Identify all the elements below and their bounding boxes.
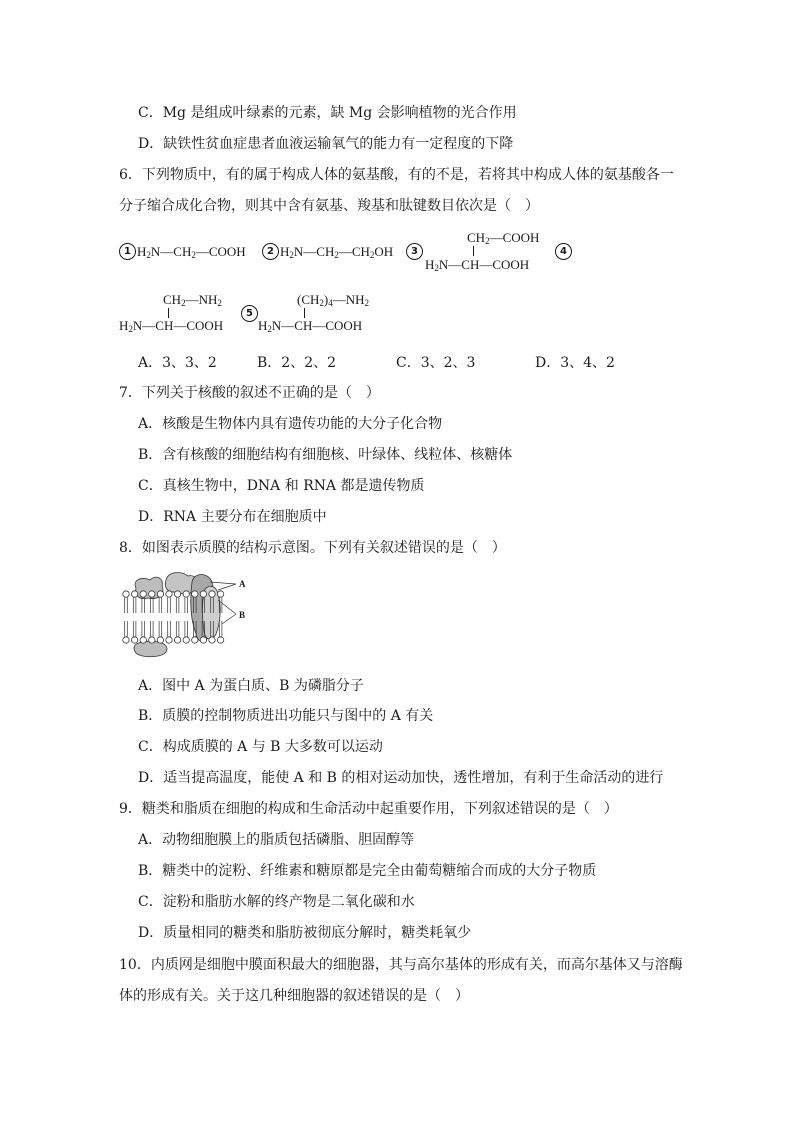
q7-stem: 7．下列关于核酸的叙述不正确的是（ ） [119, 385, 380, 401]
q7-option-c: C．真核生物中，DNA 和 RNA 都是遗传物质 [138, 478, 425, 494]
phospholipid-head [192, 591, 198, 597]
phospholipid-head [123, 637, 129, 643]
bond-line [168, 308, 169, 318]
phospholipid-head [209, 591, 215, 597]
phospholipid-head [200, 591, 206, 597]
q10-stem-line1: 10．内质网是细胞中膜面积最大的细胞器，其与高尔基体的形成有关，而高尔基体又与溶酶 [119, 957, 683, 973]
peripheral-protein-inner [134, 641, 167, 656]
q9-option-c: C．淀粉和脂肪水解的终产物是二氧化碳和水 [138, 894, 415, 910]
bond-line [304, 308, 305, 318]
phospholipid-head [192, 637, 198, 643]
formula-3-backbone: $H_2N—CH—COOH$ [425, 257, 530, 273]
q9-option-b: B．糖类中的淀粉、纤维素和糖原都是完全由葡萄糖缩合而成的大分子物质 [138, 863, 597, 879]
phospholipid-head [174, 637, 180, 643]
phospholipid-head [123, 591, 129, 597]
q6-stem-line1: 6．下列物质中，有的属于构成人体的氨基酸，有的不是，若将其中构成人体的氨基酸各一 [119, 167, 674, 183]
q9-option-d: D．质量相同的糖类和脂肪被彻底分解时，糖类耗氧少 [138, 925, 472, 941]
phospholipid-head [217, 637, 223, 643]
phospholipid-head [217, 591, 223, 597]
circled-number-1: 1 [119, 243, 136, 260]
circled-number-4: 4 [555, 243, 572, 260]
formula-5-side-chain: $(CH_2)_4—NH_2$ [297, 292, 370, 308]
phospholipid-head [157, 637, 163, 643]
q6-option-c: C．3、2、3 [396, 355, 476, 371]
circled-number-2: 2 [262, 243, 279, 260]
phospholipid-head [157, 591, 163, 597]
q7-option-d: D．RNA 主要分布在细胞质中 [138, 509, 327, 525]
formula-2: $H_2N—CH_2—CH_2OH$ [280, 244, 394, 260]
q5-option-c: C．Mg 是组成叶绿素的元素，缺 Mg 会影响植物的光合作用 [138, 105, 517, 121]
phospholipid-head [131, 591, 137, 597]
phospholipid-head [140, 637, 146, 643]
phospholipid-head [166, 591, 172, 597]
formula-4-side-chain: $CH_2—NH_2$ [163, 292, 222, 308]
phospholipid-head [149, 637, 155, 643]
phospholipid-head [149, 591, 155, 597]
q6-stem-line2: 分子缩合成化合物，则其中含有氨基、羧基和肽键数目依次是（ ） [119, 198, 539, 214]
q7-option-b: B．含有核酸的细胞结构有细胞核、叶绿体、线粒体、核糖体 [138, 447, 513, 463]
diagram-label-a: A [239, 579, 246, 589]
phospholipid-head [183, 591, 189, 597]
q9-stem: 9．糖类和脂质在细胞的构成和生命活动中起重要作用，下列叙述错误的是（ ） [119, 801, 618, 817]
phospholipid-head [140, 591, 146, 597]
q6-option-a: A．3、3、2 [138, 355, 217, 371]
q8-option-a: A．图中 A 为蛋白质、B 为磷脂分子 [138, 678, 364, 694]
label-b-leader [222, 614, 236, 624]
formula-4-backbone: $H_2N—CH—COOH$ [119, 318, 224, 334]
circled-number-5: 5 [241, 305, 258, 322]
phospholipid-head [166, 637, 172, 643]
q7-option-a: A．核酸是生物体内具有遗传功能的大分子化合物 [138, 416, 443, 432]
bond-line [473, 246, 474, 256]
q8-option-b: B．质膜的控制物质进出功能只与图中的 A 有关 [138, 708, 434, 724]
phospholipid-head [174, 591, 180, 597]
q6-option-b: B．2、2、2 [257, 355, 337, 371]
q8-option-c: C．构成质膜的 A 与 B 大多数可以运动 [138, 739, 383, 755]
label-a-leader [218, 584, 236, 590]
phospholipid-head [183, 637, 189, 643]
q5-option-d: D．缺铁性贫血症患者血液运输氧气的能力有一定程度的下降 [138, 136, 514, 152]
q6-option-d: D．3、4、2 [535, 355, 615, 371]
formula-3-side-chain: $CH_2—COOH$ [467, 230, 540, 246]
phospholipid-head [209, 637, 215, 643]
plasma-membrane-diagram [118, 568, 258, 663]
q8-option-d: D．适当提高温度，能使 A 和 B 的相对运动加快，透性增加，有利于生命活动的进行 [138, 770, 664, 786]
formula-5-backbone: $H_2N—CH—COOH$ [258, 318, 363, 334]
phospholipid-head [131, 637, 137, 643]
diagram-label-b: B [239, 610, 246, 620]
q10-stem-line2: 体的形成有关。关于这几种细胞器的叙述错误的是（ ） [119, 988, 469, 1004]
q9-option-a: A．动物细胞膜上的脂质包括磷脂、胆固醇等 [138, 832, 415, 848]
formula-1: $H_2N—CH_2—COOH$ [137, 244, 246, 260]
phospholipid-head [200, 637, 206, 643]
label-a-leader [210, 582, 236, 584]
label-b-leader [218, 600, 236, 614]
circled-number-3: 3 [406, 243, 423, 260]
q8-stem: 8．如图表示质膜的结构示意图。下列有关叙述错误的是（ ） [119, 540, 506, 556]
